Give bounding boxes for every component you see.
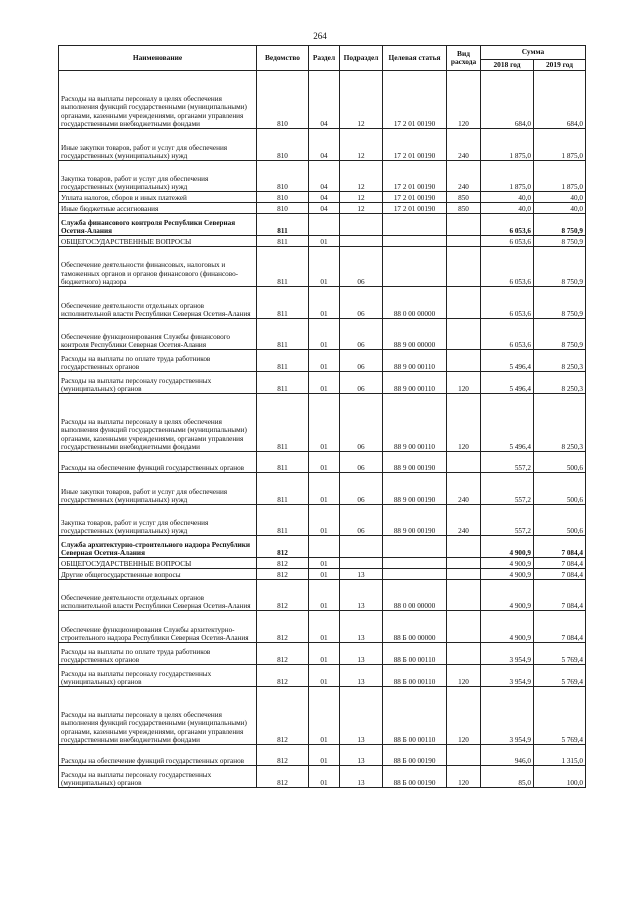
cell-ministry: 811: [257, 505, 309, 536]
cell-2018: 5 496,4: [481, 394, 534, 452]
cell-ministry: 812: [257, 766, 309, 788]
cell-section: 01: [309, 745, 340, 766]
header-2018: 2018 год: [481, 60, 534, 71]
cell-name: ОБЩЕГОСУДАРСТВЕННЫЕ ВОПРОСЫ: [59, 558, 257, 569]
cell-target: 88 Б 00 00000: [383, 611, 447, 643]
cell-2018: 5 496,4: [481, 372, 534, 394]
cell-expense-type: 850: [447, 203, 481, 214]
cell-ministry: 811: [257, 214, 309, 236]
table-row: [59, 203, 586, 214]
cell-target: [383, 214, 447, 236]
cell-subsection: 06: [340, 372, 383, 394]
cell-subsection: 13: [340, 766, 383, 788]
cell-2019: 5 769,4: [534, 687, 586, 745]
cell-2019: 8 750,9: [534, 247, 586, 287]
cell-target: [383, 536, 447, 558]
cell-ministry: 811: [257, 394, 309, 452]
header-target: Целевая статья: [383, 46, 447, 71]
cell-ministry: 812: [257, 665, 309, 687]
cell-2019: 8 250,3: [534, 350, 586, 372]
cell-2019: 8 750,9: [534, 236, 586, 247]
header-sum: Сумма: [481, 46, 586, 60]
cell-expense-type: [447, 452, 481, 473]
cell-2019: 1 875,0: [534, 129, 586, 161]
cell-target: 88 Б 00 00110: [383, 643, 447, 665]
cell-section: 01: [309, 287, 340, 319]
cell-ministry: 810: [257, 192, 309, 203]
cell-2019: 7 084,4: [534, 611, 586, 643]
table-row: [59, 745, 586, 766]
cell-target: 88 9 00 00190: [383, 505, 447, 536]
cell-2019: 5 769,4: [534, 665, 586, 687]
cell-2019: 8 750,9: [534, 319, 586, 350]
cell-2019: 500,6: [534, 505, 586, 536]
cell-2019: 8 750,9: [534, 214, 586, 236]
cell-subsection: [340, 236, 383, 247]
cell-2018: 3 954,9: [481, 643, 534, 665]
cell-ministry: 812: [257, 569, 309, 580]
cell-section: 01: [309, 611, 340, 643]
cell-section: 01: [309, 319, 340, 350]
table-row: [59, 71, 586, 129]
cell-expense-type: [447, 287, 481, 319]
cell-section: [309, 536, 340, 558]
table-row: [59, 287, 586, 319]
cell-target: 17 2 01 00190: [383, 203, 447, 214]
table-row: [59, 536, 586, 558]
cell-subsection: [340, 558, 383, 569]
cell-ministry: 810: [257, 129, 309, 161]
cell-expense-type: 240: [447, 129, 481, 161]
cell-2018: 40,0: [481, 203, 534, 214]
table-row: [59, 394, 586, 452]
cell-target: 17 2 01 00190: [383, 129, 447, 161]
cell-name: Расходы на выплаты персоналу в целях обеспечения выполнения функций государственными (муниципальными) органами, казенными учреждениями, органами управления государственными внебюджетными фондами: [59, 71, 257, 129]
cell-name: Обеспечение функционирования Службы финансового контроля Республики Северная Осетия-Алания: [59, 319, 257, 350]
cell-name: Расходы на обеспечение функций государственных органов: [59, 745, 257, 766]
cell-ministry: 810: [257, 71, 309, 129]
cell-2018: 4 900,9: [481, 611, 534, 643]
cell-expense-type: 120: [447, 687, 481, 745]
table-row: [59, 319, 586, 350]
cell-subsection: 12: [340, 71, 383, 129]
cell-expense-type: [447, 214, 481, 236]
cell-name: Служба архитектурно-строительного надзора Республики Северная Осетия-Алания: [59, 536, 257, 558]
cell-expense-type: [447, 558, 481, 569]
cell-2018: 6 053,6: [481, 236, 534, 247]
cell-subsection: 06: [340, 473, 383, 505]
cell-expense-type: [447, 536, 481, 558]
cell-ministry: 812: [257, 611, 309, 643]
cell-target: 17 2 01 00190: [383, 161, 447, 192]
cell-ministry: 811: [257, 236, 309, 247]
table-row: [59, 687, 586, 745]
cell-expense-type: 240: [447, 161, 481, 192]
cell-2019: 7 084,4: [534, 536, 586, 558]
cell-expense-type: 120: [447, 372, 481, 394]
cell-target: 88 9 00 00110: [383, 394, 447, 452]
table-row: [59, 350, 586, 372]
cell-subsection: 13: [340, 580, 383, 611]
cell-section: 04: [309, 203, 340, 214]
cell-2018: 5 496,4: [481, 350, 534, 372]
cell-target: 88 Б 00 00190: [383, 766, 447, 788]
cell-expense-type: [447, 350, 481, 372]
cell-name: Расходы на выплаты по оплате труда работников государственных органов: [59, 643, 257, 665]
cell-ministry: 811: [257, 452, 309, 473]
cell-2018: 6 053,6: [481, 287, 534, 319]
table-row: [59, 452, 586, 473]
cell-name: Расходы на выплаты по оплате труда работников государственных органов: [59, 350, 257, 372]
cell-ministry: 812: [257, 580, 309, 611]
cell-subsection: 13: [340, 643, 383, 665]
cell-2018: 4 900,9: [481, 580, 534, 611]
cell-section: 01: [309, 643, 340, 665]
cell-2018: 6 053,6: [481, 247, 534, 287]
cell-2018: 3 954,9: [481, 665, 534, 687]
header-2019: 2019 год: [534, 60, 586, 71]
cell-name: Иные закупки товаров, работ и услуг для обеспечения государственных (муниципальных) нужд: [59, 129, 257, 161]
cell-subsection: 06: [340, 247, 383, 287]
header-subsection: Подраздел: [340, 46, 383, 71]
cell-2018: 557,2: [481, 473, 534, 505]
cell-target: 17 2 01 00190: [383, 192, 447, 203]
cell-subsection: 13: [340, 569, 383, 580]
cell-target: [383, 558, 447, 569]
table-row: [59, 569, 586, 580]
cell-name: Иные закупки товаров, работ и услуг для обеспечения государственных (муниципальных) нужд: [59, 473, 257, 505]
cell-ministry: 811: [257, 247, 309, 287]
cell-ministry: 812: [257, 536, 309, 558]
cell-2018: 6 053,6: [481, 319, 534, 350]
cell-target: 88 Б 00 00110: [383, 665, 447, 687]
cell-section: 01: [309, 665, 340, 687]
cell-target: 88 9 00 00190: [383, 473, 447, 505]
cell-name: Другие общегосударственные вопросы: [59, 569, 257, 580]
cell-section: 04: [309, 71, 340, 129]
cell-2018: 40,0: [481, 192, 534, 203]
cell-2018: 557,2: [481, 452, 534, 473]
table-row: [59, 505, 586, 536]
cell-ministry: 812: [257, 687, 309, 745]
cell-section: 01: [309, 247, 340, 287]
cell-2019: 8 250,3: [534, 372, 586, 394]
cell-target: 88 Б 00 00190: [383, 745, 447, 766]
cell-2019: 40,0: [534, 192, 586, 203]
cell-name: Расходы на выплаты персоналу государственных (муниципальных) органов: [59, 766, 257, 788]
cell-target: 17 2 01 00190: [383, 71, 447, 129]
cell-ministry: 811: [257, 372, 309, 394]
cell-target: [383, 247, 447, 287]
cell-target: 88 9 00 00000: [383, 319, 447, 350]
cell-section: 01: [309, 473, 340, 505]
cell-name: Обеспечение деятельности отдельных органов исполнительной власти Республики Северная Осетия-Алания: [59, 580, 257, 611]
cell-section: 04: [309, 161, 340, 192]
cell-ministry: 812: [257, 643, 309, 665]
cell-2019: 500,6: [534, 473, 586, 505]
table-row: [59, 236, 586, 247]
cell-subsection: 12: [340, 192, 383, 203]
header-expense-type: Вид расхода: [447, 46, 481, 71]
cell-2018: 1 875,0: [481, 161, 534, 192]
cell-2018: 3 954,9: [481, 687, 534, 745]
cell-subsection: 13: [340, 745, 383, 766]
cell-2019: 500,6: [534, 452, 586, 473]
cell-section: 01: [309, 580, 340, 611]
cell-expense-type: 120: [447, 394, 481, 452]
cell-expense-type: 120: [447, 766, 481, 788]
cell-ministry: 811: [257, 473, 309, 505]
cell-subsection: 12: [340, 203, 383, 214]
cell-expense-type: [447, 745, 481, 766]
cell-name: Расходы на выплаты персоналу в целях обеспечения выполнения функций государственными (муниципальными) органами, казенными учреждениями, органами управления государственными внебюджетными фондами: [59, 394, 257, 452]
cell-target: [383, 236, 447, 247]
table-row: [59, 214, 586, 236]
cell-expense-type: [447, 643, 481, 665]
cell-2018: 4 900,9: [481, 569, 534, 580]
table-row: [59, 161, 586, 192]
cell-subsection: 13: [340, 665, 383, 687]
cell-2018: 85,0: [481, 766, 534, 788]
cell-2019: 7 084,4: [534, 569, 586, 580]
cell-name: Служба финансового контроля Республики Северная Осетия-Алания: [59, 214, 257, 236]
cell-subsection: 06: [340, 394, 383, 452]
cell-section: 01: [309, 766, 340, 788]
cell-target: 88 0 00 00000: [383, 287, 447, 319]
cell-section: [309, 214, 340, 236]
cell-section: 01: [309, 558, 340, 569]
header-ministry: Ведомство: [257, 46, 309, 71]
table-row: [59, 766, 586, 788]
cell-expense-type: 240: [447, 505, 481, 536]
table-row: [59, 643, 586, 665]
cell-2019: 8 750,9: [534, 287, 586, 319]
cell-expense-type: 120: [447, 665, 481, 687]
table-row: [59, 247, 586, 287]
cell-name: Обеспечение функционирования Службы архитектурно-строительного надзора Республики Северная Осетия-Алания: [59, 611, 257, 643]
table-row: [59, 473, 586, 505]
cell-ministry: 812: [257, 745, 309, 766]
cell-section: 04: [309, 129, 340, 161]
cell-2018: 557,2: [481, 505, 534, 536]
header-section: Раздел: [309, 46, 340, 71]
cell-2019: 8 250,3: [534, 394, 586, 452]
table-row: [59, 665, 586, 687]
cell-2018: 684,0: [481, 71, 534, 129]
cell-ministry: 811: [257, 350, 309, 372]
cell-target: [383, 569, 447, 580]
cell-name: Иные бюджетные ассигнования: [59, 203, 257, 214]
cell-2019: 1 875,0: [534, 161, 586, 192]
cell-target: 88 9 00 00110: [383, 372, 447, 394]
cell-2019: 40,0: [534, 203, 586, 214]
cell-expense-type: [447, 611, 481, 643]
cell-section: 01: [309, 569, 340, 580]
cell-ministry: 811: [257, 319, 309, 350]
cell-2019: 5 769,4: [534, 643, 586, 665]
cell-name: Закупка товаров, работ и услуг для обеспечения государственных (муниципальных) нужд: [59, 505, 257, 536]
cell-section: 01: [309, 372, 340, 394]
table-row: [59, 611, 586, 643]
table-row: [59, 372, 586, 394]
cell-subsection: 12: [340, 129, 383, 161]
cell-2019: 1 315,0: [534, 745, 586, 766]
cell-subsection: 06: [340, 287, 383, 319]
cell-target: 88 Б 00 00110: [383, 687, 447, 745]
cell-subsection: 13: [340, 611, 383, 643]
cell-ministry: 811: [257, 287, 309, 319]
page-number: 264: [313, 31, 327, 41]
cell-expense-type: 240: [447, 473, 481, 505]
cell-section: 01: [309, 236, 340, 247]
cell-name: Расходы на обеспечение функций государственных органов: [59, 452, 257, 473]
cell-2018: 4 900,9: [481, 558, 534, 569]
budget-table: [58, 45, 586, 788]
cell-target: 88 9 00 00190: [383, 452, 447, 473]
cell-ministry: 810: [257, 161, 309, 192]
cell-section: 01: [309, 452, 340, 473]
cell-ministry: 812: [257, 558, 309, 569]
cell-section: 01: [309, 505, 340, 536]
cell-name: Расходы на выплаты персоналу государственных (муниципальных) органов: [59, 372, 257, 394]
cell-subsection: 13: [340, 687, 383, 745]
cell-name: ОБЩЕГОСУДАРСТВЕННЫЕ ВОПРОСЫ: [59, 236, 257, 247]
cell-expense-type: [447, 319, 481, 350]
table-body: [59, 71, 586, 788]
cell-section: 01: [309, 350, 340, 372]
table-row: [59, 129, 586, 161]
cell-name: Уплата налогов, сборов и иных платежей: [59, 192, 257, 203]
cell-target: 88 9 00 00110: [383, 350, 447, 372]
cell-2019: 7 084,4: [534, 558, 586, 569]
cell-name: Расходы на выплаты персоналу государственных (муниципальных) органов: [59, 665, 257, 687]
cell-expense-type: 120: [447, 71, 481, 129]
cell-name: Расходы на выплаты персоналу в целях обеспечения выполнения функций государственными (муниципальными) органами, казенными учреждениями, органами управления государственными внебюджетными фондами: [59, 687, 257, 745]
cell-section: 01: [309, 394, 340, 452]
cell-2019: 684,0: [534, 71, 586, 129]
cell-expense-type: [447, 580, 481, 611]
cell-section: 04: [309, 192, 340, 203]
cell-subsection: 06: [340, 319, 383, 350]
cell-subsection: 06: [340, 505, 383, 536]
cell-2018: 946,0: [481, 745, 534, 766]
table-row: [59, 558, 586, 569]
cell-2019: 100,0: [534, 766, 586, 788]
cell-subsection: 06: [340, 452, 383, 473]
cell-expense-type: [447, 569, 481, 580]
cell-2019: 7 084,4: [534, 580, 586, 611]
table-row: [59, 192, 586, 203]
cell-2018: 1 875,0: [481, 129, 534, 161]
cell-2018: 6 053,6: [481, 214, 534, 236]
cell-expense-type: [447, 247, 481, 287]
cell-name: Обеспечение деятельности отдельных органов исполнительной власти Республики Северная Осетия-Алания: [59, 287, 257, 319]
cell-subsection: [340, 214, 383, 236]
cell-expense-type: 850: [447, 192, 481, 203]
table-row: [59, 580, 586, 611]
cell-expense-type: [447, 236, 481, 247]
cell-section: 01: [309, 687, 340, 745]
cell-subsection: [340, 536, 383, 558]
cell-name: Закупка товаров, работ и услуг для обеспечения государственных (муниципальных) нужд: [59, 161, 257, 192]
cell-subsection: 12: [340, 161, 383, 192]
cell-name: Обеспечение деятельности финансовых, налоговых и таможенных органов и органов финансового (финансово-бюджетного) надзора: [59, 247, 257, 287]
cell-subsection: 06: [340, 350, 383, 372]
header-name: Наименование: [59, 46, 257, 71]
cell-2018: 4 900,9: [481, 536, 534, 558]
cell-ministry: 810: [257, 203, 309, 214]
cell-target: 88 0 00 00000: [383, 580, 447, 611]
